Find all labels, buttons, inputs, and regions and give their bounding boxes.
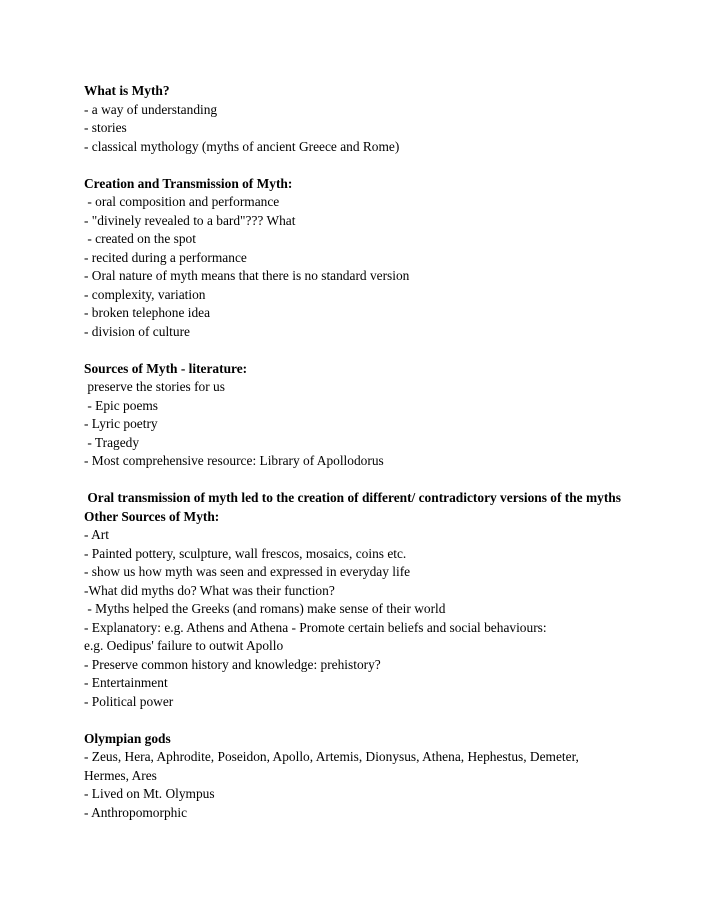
note-line: - division of culture [84,323,190,339]
section-heading: What is Myth? [84,83,170,98]
section-heading: Creation and Transmission of Myth: [84,175,293,191]
note-line: - Explanatory: e.g. Athens and Athena - Promote certain beliefs and social behaviours: [84,619,547,635]
note-line: - recited during a performance [84,249,247,265]
note-line: - Art [84,527,109,542]
note-line: - classical mythology (myths of ancient Greece and Rome) [84,138,400,154]
section-what-is-myth [84,82,624,156]
section-heading: Olympian gods [84,730,171,746]
note-line: - complexity, variation [84,286,206,302]
note-line: - Lived on Mt. Olympus [84,786,215,801]
note-line: - stories [84,120,127,135]
section-olympian-gods [84,730,624,823]
note-line: e.g. Oedipus' failure to outwit Apollo [84,638,284,653]
note-line: - Painted pottery, sculpture, wall frescos, mosaics, coins etc. [84,545,407,561]
section-heading: Sources of Myth - literature: [84,360,248,376]
note-line: - show us how myth was seen and expressed in everyday life [84,564,411,579]
note-line: - oral composition and performance [84,194,280,209]
note-line: - created on the spot [84,231,196,246]
note-line: - Anthropomorphic [84,804,188,820]
document-page [84,82,624,822]
section-creation-transmission [84,175,624,342]
section-sources-literature [84,360,624,471]
note-line: - Epic poems [84,397,159,413]
section-heading: Oral transmission of myth led to the creation of different/ contradictory versions of the myths Other Sources of Myth: [84,490,625,524]
note-line: - Entertainment [84,675,168,690]
note-line: - Preserve common history and knowledge: prehistory? [84,656,381,672]
note-line: -What did myths do? What was their function? [84,582,335,598]
note-line: - Most comprehensive resource: Library of Apollodorus [84,453,384,468]
section-other-sources [84,489,624,711]
note-line: - Zeus, Hera, Aphrodite, Poseidon, Apollo, Artemis, Dionysus, Athena, Hephestus, Demeter, Hermes, Ares [84,749,583,783]
note-line: - "divinely revealed to a bard"??? What [84,212,296,228]
note-line: - Political power [84,693,174,709]
note-line: - Oral nature of myth means that there is no standard version [84,268,410,283]
note-line: - a way of understanding [84,101,218,117]
note-line: preserve the stories for us [84,379,225,394]
note-line: - Tragedy [84,434,140,450]
note-line: - Lyric poetry [84,416,158,431]
note-line: - broken telephone idea [84,305,211,320]
note-line: - Myths helped the Greeks (and romans) make sense of their world [84,601,446,616]
